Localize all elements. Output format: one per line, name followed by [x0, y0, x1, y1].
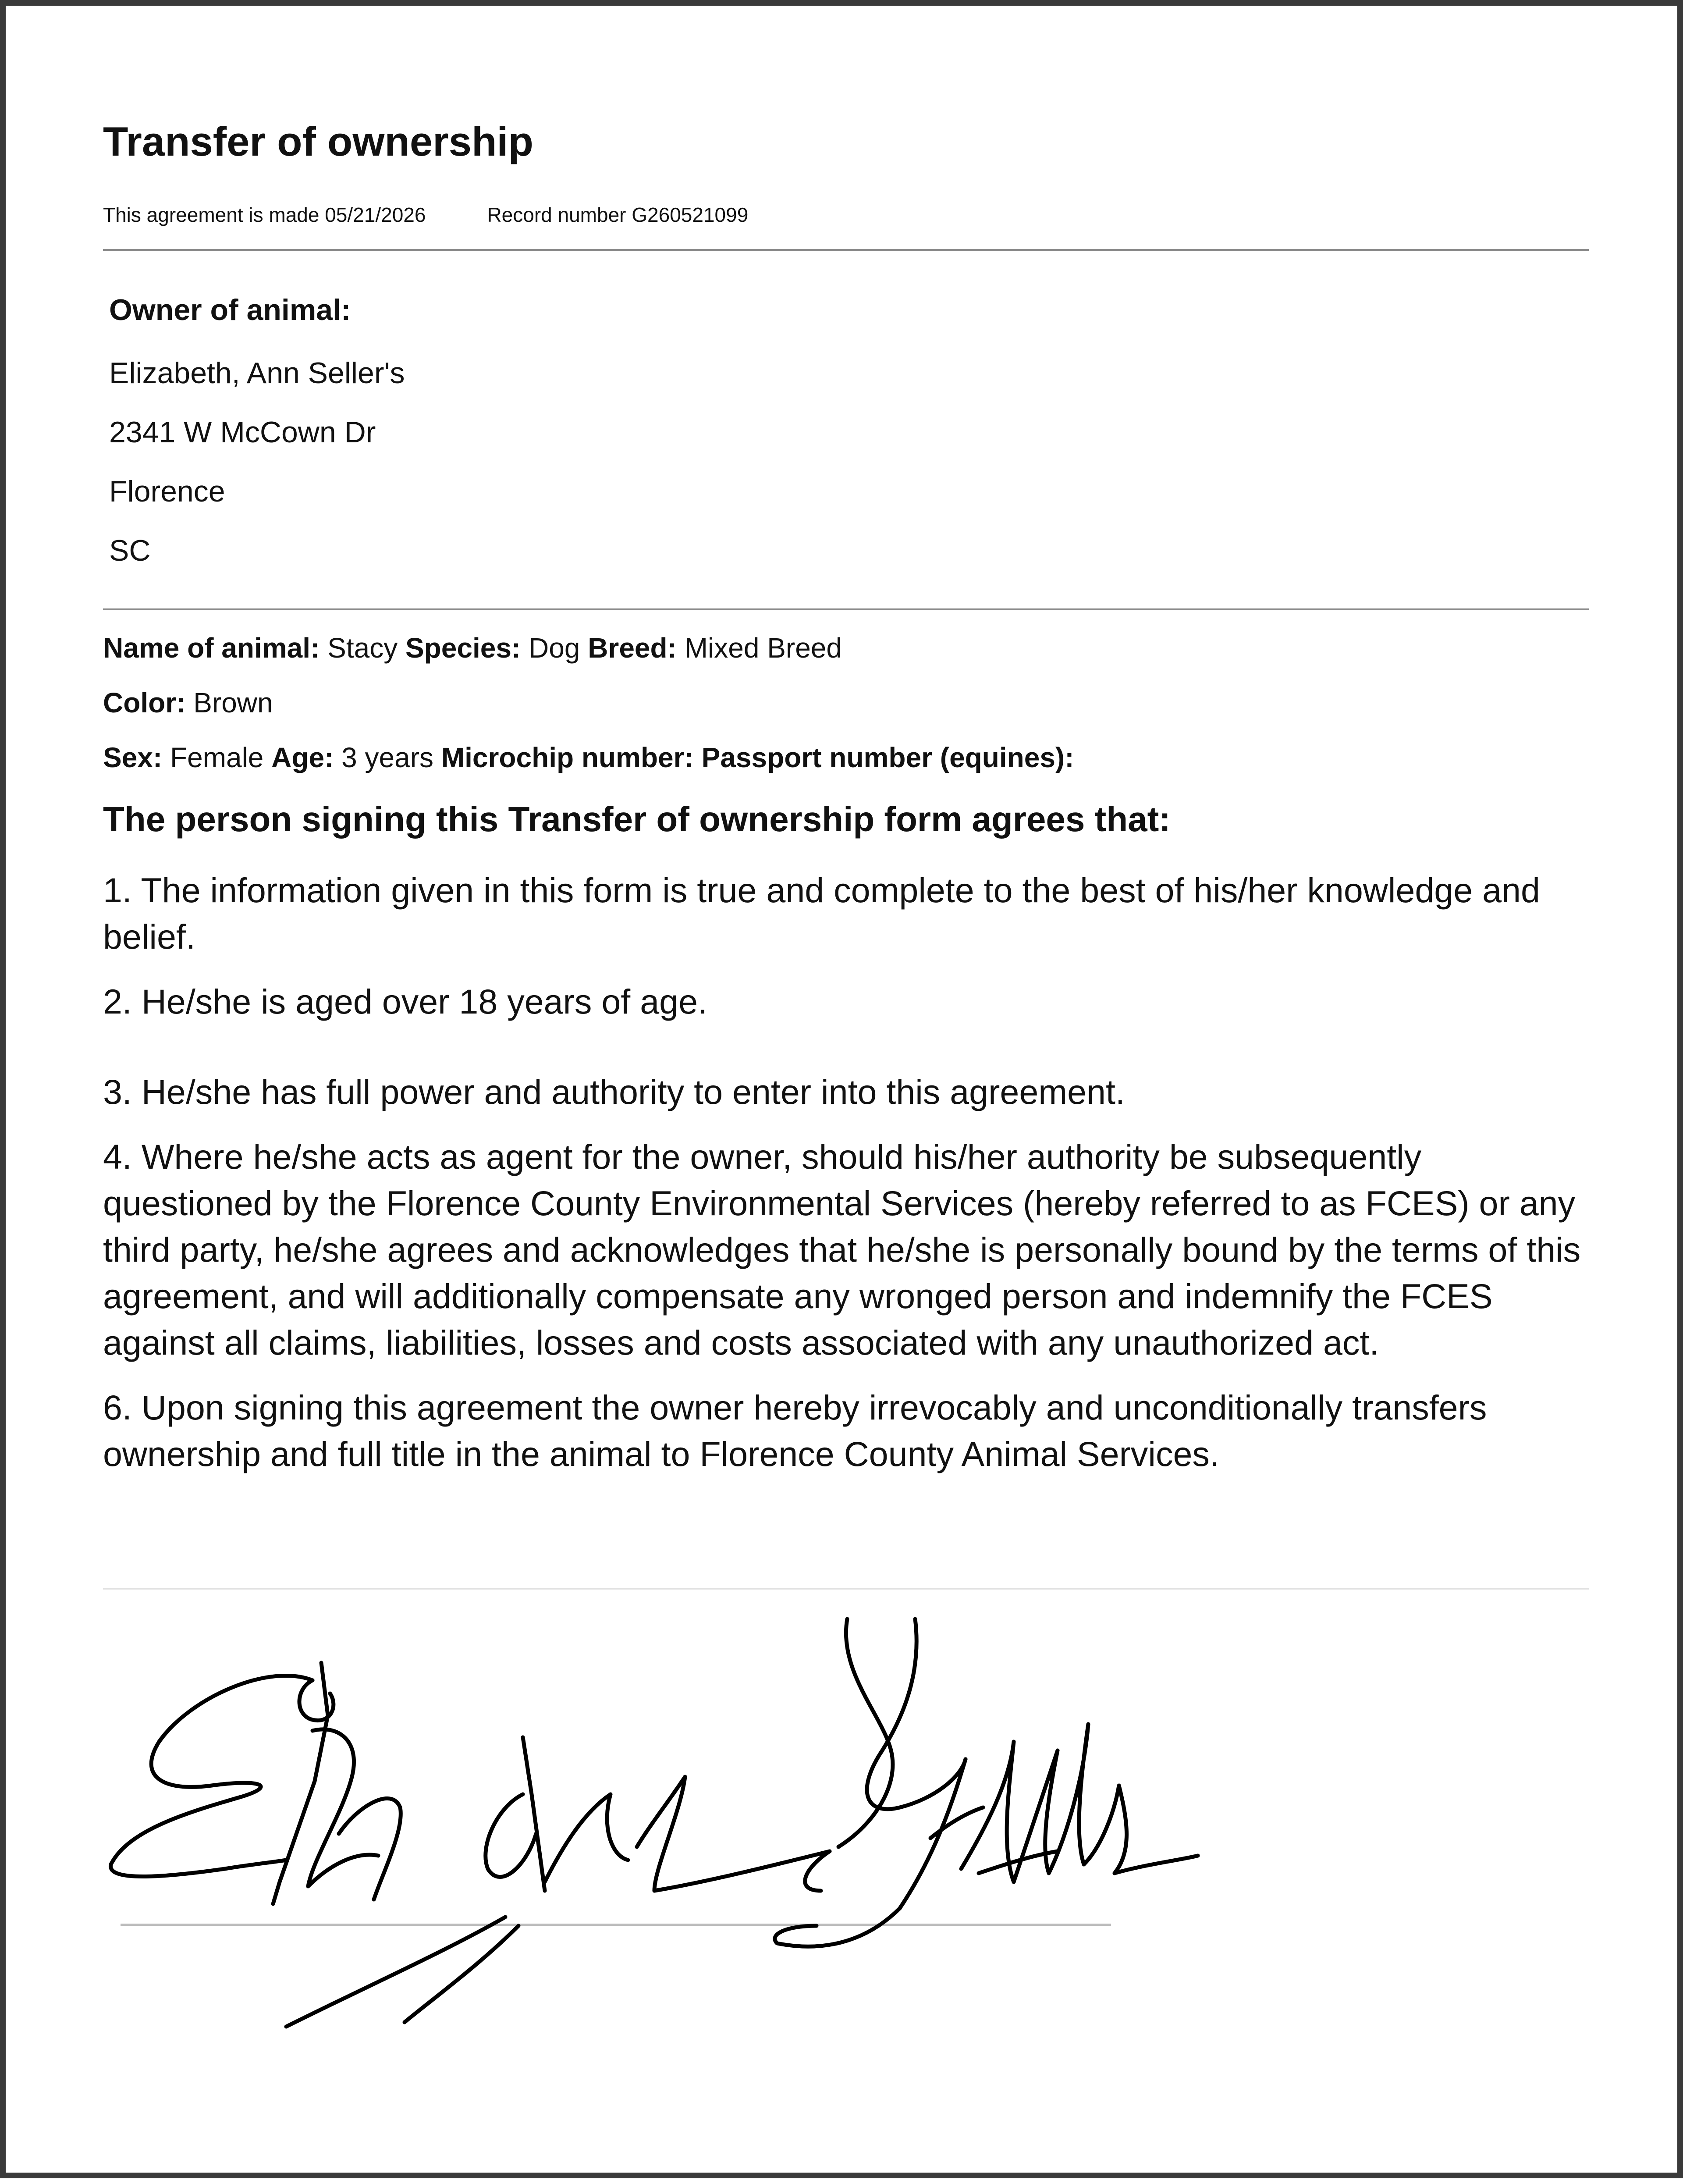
owner-section — [109, 295, 405, 595]
owner-state: SC — [109, 534, 151, 567]
color-label: Color: — [103, 687, 186, 719]
animal-color-row — [103, 689, 1074, 743]
divider — [103, 249, 1589, 251]
term-2: 2. He/she is aged over 18 years of age. — [103, 982, 707, 1021]
animal-sex-age-row — [103, 743, 1074, 798]
document-title: Transfer of ownership — [103, 118, 533, 164]
owner-name: Elizabeth, Ann Seller's — [109, 356, 405, 390]
agreement-heading: The person signing this Transfer of ownership form agrees that: — [103, 800, 1171, 839]
animal-identity-row — [103, 634, 1074, 689]
animal-name: Stacy — [327, 632, 398, 664]
owner-label: Owner of animal: — [109, 293, 351, 327]
age-label: Age: — [271, 742, 334, 773]
species-label: Species: — [405, 632, 521, 664]
age-value: 3 years — [341, 742, 434, 773]
animal-name-label: Name of animal: — [103, 632, 320, 664]
color-value: Brown — [193, 687, 273, 719]
sex-value: Female — [170, 742, 264, 773]
microchip-label: Microchip number: — [441, 742, 694, 773]
signature-line — [121, 1924, 1111, 1926]
animal-details — [103, 634, 1074, 798]
agreement-date: This agreement is made 05/21/2026 — [103, 203, 426, 226]
term-1: 1. The information given in this form is true and complete to the best of his/her knowledge and belief. — [103, 871, 1540, 956]
breed-value: Mixed Breed — [684, 632, 842, 664]
sex-label: Sex: — [103, 742, 163, 773]
divider — [103, 608, 1589, 610]
term-6: 6. Upon signing this agreement the owner hereby irrevocably and unconditionally transfers ownership and full title in the animal to Florence County Animal Services. — [103, 1388, 1487, 1473]
signature-divider — [103, 1588, 1589, 1590]
term-4: 4. Where he/she acts as agent for the owner, should his/her authority be subsequently questioned by the Florence County Environmental Services (hereby referred to as FCES) or any third party, he/she agrees and acknowledges that he/she is personally bound by the terms of this agreement, and will additionally compensate any wronged person and indemnify the FCES against all claims, liabilities, losses and costs associated with any unauthorized act. — [103, 1137, 1581, 1362]
owner-address: 2341 W McCown Dr — [109, 416, 376, 449]
breed-label: Breed: — [588, 632, 677, 664]
species-value: Dog — [529, 632, 580, 664]
term-3: 3. He/she has full power and authority to enter into this agreement. — [103, 1072, 1125, 1111]
owner-city: Florence — [109, 475, 225, 508]
agreement-terms — [103, 867, 1589, 1477]
record-number: Record number G260521099 — [487, 203, 749, 226]
passport-label: Passport number (equines): — [701, 742, 1074, 773]
document-meta — [103, 203, 748, 227]
